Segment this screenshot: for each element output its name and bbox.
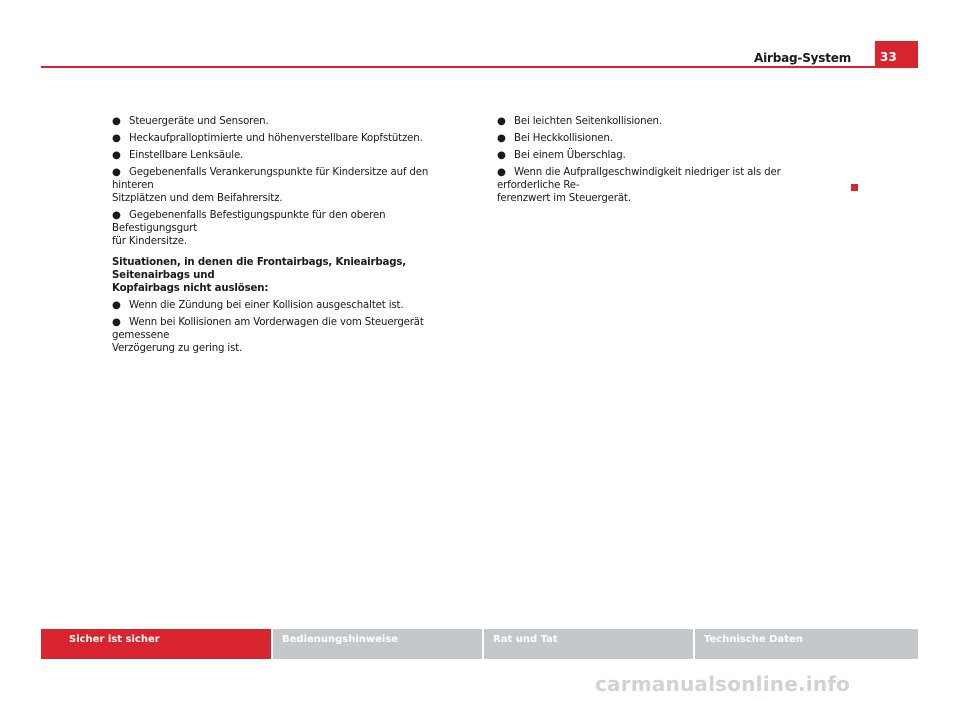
page-number: 33: [875, 41, 918, 68]
bullet-icon: ●: [497, 150, 506, 161]
list-item-text: Wenn bei Kollisionen am Vorderwagen die vom Steuergerät gemessene: [112, 317, 424, 341]
list-item: [112, 149, 462, 162]
list-item: [497, 132, 845, 145]
list-item-text: Heckaufpralloptimierte und höhenverstellbare Kopfstützen.: [129, 133, 423, 144]
list-item-text: Wenn die Zündung bei einer Kollision ausgeschaltet ist.: [129, 300, 404, 311]
footer-nav: [41, 629, 918, 659]
list-item: [497, 115, 845, 128]
left-column: [112, 115, 462, 359]
subheading-line: Kopfairbags nicht auslösen:: [112, 283, 269, 294]
section-title: Airbag-System: [754, 51, 851, 65]
bullet-icon: ●: [112, 150, 121, 161]
list-item: [497, 149, 845, 162]
list-item-text: Bei Heckkollisionen.: [514, 133, 613, 144]
tab-sicher-ist-sicher[interactable]: Sicher ist sicher: [41, 629, 273, 659]
list-item-text: Verzögerung zu gering ist.: [112, 343, 243, 354]
list-item: [112, 209, 462, 248]
bullet-icon: ●: [497, 133, 506, 144]
list-item-text: Gegebenenfalls Befestigungspunkte für den oberen Befestigungsgurt: [112, 210, 386, 234]
list-item-text: ferenzwert im Steuergerät.: [497, 193, 631, 204]
tab-bedienungshinweise[interactable]: Bedienungshinweise: [273, 629, 484, 659]
list-item-text: Bei einem Überschlag.: [514, 150, 626, 161]
bullet-icon: ●: [497, 116, 506, 127]
bullet-icon: ●: [112, 300, 121, 311]
bullet-icon: ●: [112, 116, 121, 127]
list-item-text: Steuergeräte und Sensoren.: [129, 116, 269, 127]
subheading: [112, 256, 462, 295]
list-item: [112, 316, 462, 355]
list-item: [112, 115, 462, 128]
list-item: [497, 166, 845, 205]
bullet-icon: ●: [112, 210, 121, 221]
tab-technische-daten[interactable]: Technische Daten: [695, 629, 918, 659]
list-item-text: Sitzplätzen und dem Beifahrersitz.: [112, 193, 283, 204]
list-item-text: Einstellbare Lenksäule.: [129, 150, 244, 161]
list-item: [112, 299, 462, 312]
list-item-text: für Kindersitze.: [112, 236, 187, 247]
tab-rat-und-tat[interactable]: Rat und Tat: [484, 629, 695, 659]
list-item-text: Wenn die Aufprallgeschwindigkeit niedriger ist als der erforderliche Re-: [497, 167, 781, 191]
subheading-line: Situationen, in denen die Frontairbags, Knieairbags, Seitenairbags und: [112, 257, 407, 281]
list-item: [112, 166, 462, 205]
list-item-text: Gegebenenfalls Verankerungspunkte für Kindersitze auf den hinteren: [112, 167, 429, 191]
list-item-text: Bei leichten Seitenkollisionen.: [514, 116, 662, 127]
section-end-icon: [851, 184, 858, 191]
header-rule: [41, 66, 918, 68]
bullet-icon: ●: [112, 317, 121, 328]
list-item: [112, 132, 462, 145]
watermark: carmanualsonline.info: [595, 672, 851, 696]
bullet-icon: ●: [112, 167, 121, 178]
bullet-icon: ●: [112, 133, 121, 144]
right-column: [497, 115, 845, 209]
bullet-icon: ●: [497, 167, 506, 178]
